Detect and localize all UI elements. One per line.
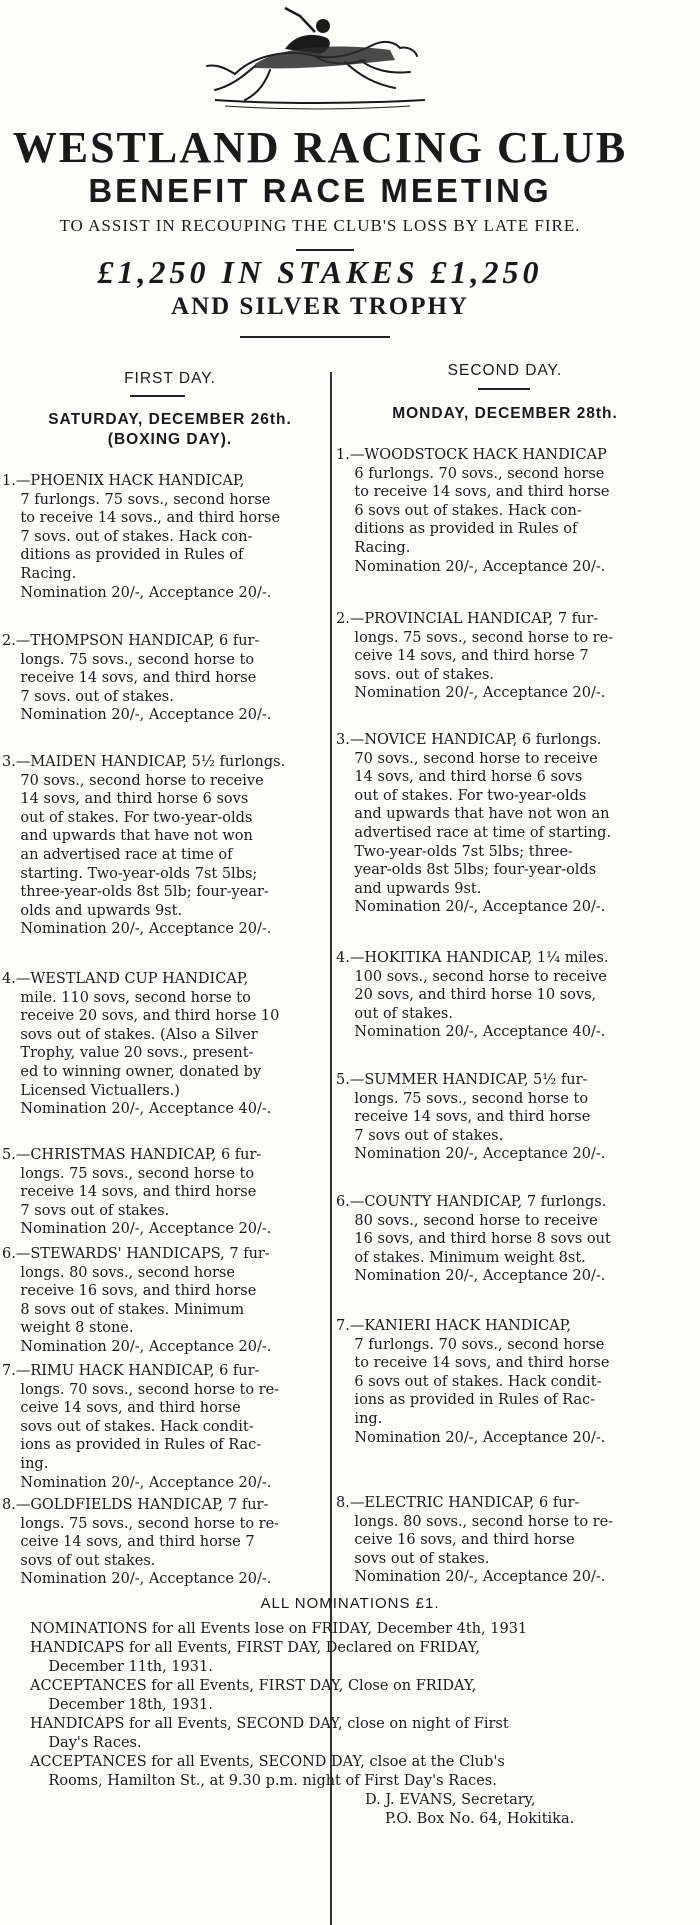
stakes-line: £1,250 IN STAKES £1,250: [97, 254, 543, 290]
club-title: WESTLAND RACING CLUB: [12, 123, 628, 172]
race-entry: 4.—WESTLAND CUP HANDICAP, mile. 110 sovs, second horse to receive 20 sovs, and third horse 10 sovs out of stakes. (Also a Silver Trophy, value 20 sovs., present- ed to winning owner, donated by Licensed Victuallers.) Nomination 20/-, Acceptance 40/-.: [2, 971, 280, 1118]
divider: [478, 388, 530, 390]
purpose-line: TO ASSIST IN RECOUPING THE CLUB'S LOSS BY LATE FIRE.: [59, 216, 581, 235]
secretary-signature: D. J. EVANS, Secretary,: [365, 1792, 536, 1808]
race-entry: 6.—STEWARDS' HANDICAPS, 7 fur- longs. 80 sovs., second horse receive 16 sovs, and third horse 8 sovs out of stakes. Minimum weight 8 stone. Nomination 20/-, Acceptance 20/-.: [2, 1246, 272, 1355]
horse-racing-engraving: [195, 4, 435, 112]
first-day-note: (BOXING DAY).: [107, 431, 233, 448]
footer-line: HANDICAPS for all Events, FIRST DAY, Declared on FRIDAY, December 11th, 1931.: [30, 1640, 480, 1675]
footer-line: NOMINATIONS for all Events lose on FRIDAY, December 4th, 1931: [30, 1621, 528, 1637]
race-entry: 7.—RIMU HACK HANDICAP, 6 fur- longs. 70 sovs., second horse to re- ceive 14 sovs, and third horse sovs out of stakes. Hack condit- ions as provided in Rules of Rac- ing. Nomination 20/-, Acceptance 20/-.: [2, 1363, 280, 1491]
race-entry: 3.—NOVICE HANDICAP, 6 furlongs. 70 sovs., second horse to receive 14 sovs, and third horse 6 sovs out of stakes. For two-year-olds and upwards that have not won an advertised race at time of starting. Two-year-olds 7st 5lbs; three- year-olds 8st 5lbs; four-year-olds and upwards 9st. Nomination 20/-, Acceptance 20/-.: [336, 732, 612, 916]
first-day-heading: FIRST DAY.: [124, 370, 216, 387]
race-entry: 1.—WOODSTOCK HACK HANDICAP 6 furlongs. 70 sovs., second horse to receive 14 sovs, and third horse 6 sovs out of stakes. Hack con- ditions as provided in Rules of Racing. Nomination 20/-, Acceptance 20/-.: [336, 447, 610, 575]
divider: [240, 336, 390, 338]
first-day-date: SATURDAY, DECEMBER 26th.: [48, 411, 292, 428]
race-entry: 5.—SUMMER HANDICAP, 5½ fur- longs. 75 sovs., second horse to receive 14 sovs, and third horse 7 sovs out of stakes. Nomination 20/-, Acceptance 20/-.: [336, 1072, 606, 1163]
race-entry: 5.—CHRISTMAS HANDICAP, 6 fur- longs. 75 sovs., second horse to receive 14 sovs, and third horse 7 sovs out of stakes. Nomination 20/-, Acceptance 20/-.: [2, 1147, 272, 1238]
race-entry: 6.—COUNTY HANDICAP, 7 furlongs. 80 sovs., second horse to receive 16 sovs, and third horse 8 sovs out of stakes. Minimum weight 8st. Nomination 20/-, Acceptance 20/-.: [336, 1194, 611, 1285]
footer-line: HANDICAPS for all Events, SECOND DAY, close on night of First Day's Races.: [30, 1716, 509, 1751]
second-day-date: MONDAY, DECEMBER 28th.: [392, 405, 618, 422]
footer-line: ACCEPTANCES for all Events, FIRST DAY, Close on FRIDAY, December 18th, 1931.: [30, 1678, 477, 1713]
divider: [130, 395, 185, 397]
race-entry: 3.—MAIDEN HANDICAP, 5½ furlongs. 70 sovs., second horse to receive 14 sovs, and third horse 6 sovs out of stakes. For two-year-olds and upwards that have not won an advertised race at time of starting. Two-year-olds 7st 5lbs; three-year-olds 8st 5lb; four-year- olds and upwards 9st. Nomination 20/-, Acceptance 20/-.: [2, 754, 286, 938]
race-entry: 8.—GOLDFIELDS HANDICAP, 7 fur- longs. 75 sovs., second horse to re- ceive 14 sovs, and third horse 7 sovs of out stakes. Nomination 20/-, Acceptance 20/-.: [2, 1497, 280, 1588]
all-nominations: ALL NOMINATIONS £1.: [260, 1595, 440, 1612]
meeting-title: BENEFIT RACE MEETING: [88, 172, 552, 209]
race-entry: 8.—ELECTRIC HANDICAP, 6 fur- longs. 80 sovs., second horse to re- ceive 16 sovs, and third horse sovs out of stakes. Nomination 20/-, Acceptance 20/-.: [336, 1495, 614, 1586]
trophy-line: AND SILVER TROPHY: [171, 293, 469, 320]
race-entry: 4.—HOKITIKA HANDICAP, 1¼ miles. 100 sovs., second horse to receive 20 sovs, and third horse 10 sovs, out of stakes. Nomination 20/-, Acceptance 40/-.: [336, 950, 609, 1041]
race-entry: 1.—PHOENIX HACK HANDICAP, 7 furlongs. 75 sovs., second horse to receive 14 sovs., and third horse 7 sovs. out of stakes. Hack con- ditions as provided in Rules of Racing. Nomination 20/-, Acceptance 20/-.: [2, 473, 281, 601]
race-entry: 2.—THOMPSON HANDICAP, 6 fur- longs. 75 sovs., second horse to receive 14 sovs, and third horse 7 sovs. out of stakes. Nomination 20/-, Acceptance 20/-.: [2, 633, 272, 724]
race-entry: 2.—PROVINCIAL HANDICAP, 7 fur- longs. 75 sovs., second horse to re- ceive 14 sovs, and third horse 7 sovs. out of stakes. Nomination 20/-, Acceptance 20/-.: [336, 611, 614, 702]
footer-line: ACCEPTANCES for all Events, SECOND DAY, clsoe at the Club's Rooms, Hamilton St., at 9.30 p.m. night of First Day's Races.: [30, 1754, 505, 1789]
divider: [296, 249, 354, 251]
second-day-heading: SECOND DAY.: [447, 362, 563, 379]
secretary-address: P.O. Box No. 64, Hokitika.: [385, 1811, 575, 1827]
race-entry: 7.—KANIERI HACK HANDICAP, 7 furlongs. 70 sovs., second horse to receive 14 sovs, and third horse 6 sovs out of stakes. Hack condit- ions as provided in Rules of Rac- ing. Nomination 20/-, Acceptance 20/-.: [336, 1318, 610, 1446]
